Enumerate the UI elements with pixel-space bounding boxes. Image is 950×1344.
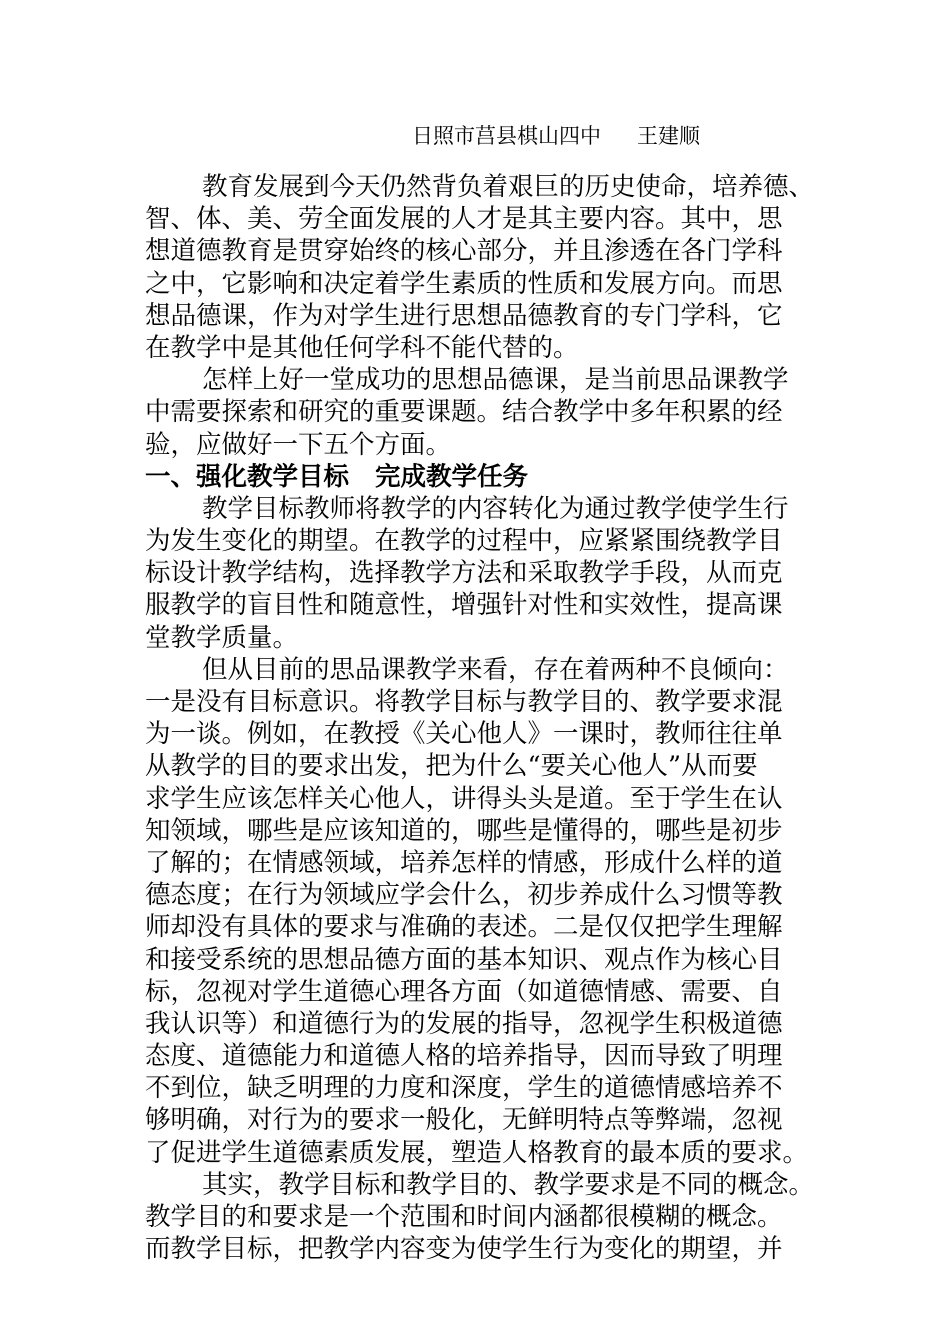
author-name: 王建顺 bbox=[637, 124, 700, 148]
paragraph-line: 师却没有具体的要求与准确的表述。二是仅仅把学生理解 bbox=[145, 912, 783, 943]
paragraph-line: 求学生应该怎样关心他人，讲得头头是道。至于学生在认 bbox=[145, 783, 783, 814]
paragraph-first-line: 怎样上好一堂成功的思想品德课，是当前思品课教学 bbox=[202, 365, 789, 396]
paragraph-line: 教学目的和要求是一个范围和时间内涵都很模糊的概念。 bbox=[145, 1202, 783, 1232]
paragraph-line: 知领域，哪些是应该知道的，哪些是懂得的，哪些是初步 bbox=[145, 815, 783, 846]
paragraph-line: 在教学中是其他任何学科不能代替的。 bbox=[145, 332, 579, 363]
paragraph-line: 验，应做好一下五个方面。 bbox=[145, 429, 452, 460]
paragraph-line: 和接受系统的思想品德方面的基本知识、观点作为核心目 bbox=[145, 944, 783, 975]
paragraph-line: 智、体、美、劳全面发展的人才是其主要内容。其中，思 bbox=[145, 204, 783, 235]
paragraph-line: 之中，它影响和决定着学生素质的性质和发展方向。而思 bbox=[145, 268, 783, 299]
paragraph-first-line: 教育发展到今天仍然背负着艰巨的历史使命，培养德、 bbox=[202, 172, 815, 202]
paragraph-line: 想道德教育是贯穿始终的核心部分，并且渗透在各门学科 bbox=[145, 236, 783, 267]
paragraph-line: 够明确，对行为的要求一般化，无鲜明特点等弊端，忽视 bbox=[145, 1105, 783, 1136]
paragraph-line: 为发生变化的期望。在教学的过程中，应紧紧围绕教学目 bbox=[145, 526, 783, 557]
paragraph-line: 标设计教学结构，选择教学方法和采取教学手段，从而克 bbox=[145, 558, 783, 589]
paragraph-line: 从教学的目的要求出发，把为什么“要关心他人”从而要 bbox=[145, 751, 758, 782]
paragraph-line: 想品德课，作为对学生进行思想品德教育的专门学科，它 bbox=[145, 300, 783, 331]
author-line bbox=[412, 122, 700, 150]
paragraph-first-line: 教学目标教师将教学的内容转化为通过教学使学生行 bbox=[202, 493, 789, 524]
paragraph-line: 一是没有目标意识。将教学目标与教学目的、教学要求混 bbox=[145, 687, 783, 717]
document-body bbox=[145, 171, 817, 1265]
paragraph-line: 态度、道德能力和道德人格的培养指导，因而导致了明理 bbox=[145, 1041, 783, 1072]
paragraph-line: 服教学的盲目性和随意性，增强针对性和实效性，提高课 bbox=[145, 590, 783, 621]
paragraph-line: 不到位，缺乏明理的力度和深度，学生的道德情感培养不 bbox=[145, 1073, 783, 1104]
section-heading-number-title: 一、强化教学目标 bbox=[145, 461, 350, 492]
author-school: 日照市莒县棋山四中 bbox=[412, 124, 601, 148]
paragraph-line: 中需要探索和研究的重要课题。结合教学中多年积累的经 bbox=[145, 397, 783, 428]
paragraph-line: 标，忽视对学生道德心理各方面（如道德情感、需要、自 bbox=[145, 976, 783, 1007]
paragraph-line: 而教学目标，把教学内容变为使学生行为变化的期望，并 bbox=[145, 1234, 783, 1265]
paragraph-line: 为一谈。例如，在教授《关心他人》一课时，教师往往单 bbox=[145, 719, 783, 750]
paragraph-line: 德态度；在行为领域应学会什么，初步养成什么习惯等教 bbox=[145, 880, 783, 911]
paragraph-first-line: 其实，教学目标和教学目的、教学要求是不同的概念。 bbox=[202, 1169, 815, 1200]
paragraph-first-line: 但从目前的思品课教学来看，存在着两种不良倾向： bbox=[202, 654, 789, 685]
section-heading-subtitle: 完成教学任务 bbox=[375, 461, 529, 492]
paragraph-line: 了促进学生道德素质发展，塑造人格教育的最本质的要求。 bbox=[145, 1137, 809, 1168]
section-heading bbox=[145, 461, 817, 493]
paragraph-line: 堂教学质量。 bbox=[145, 622, 299, 653]
paragraph-line: 我认识等）和道德行为的发展的指导，忽视学生积极道德 bbox=[145, 1008, 783, 1039]
paragraph-line: 了解的；在情感领域，培养怎样的情感，形成什么样的道 bbox=[145, 847, 783, 878]
